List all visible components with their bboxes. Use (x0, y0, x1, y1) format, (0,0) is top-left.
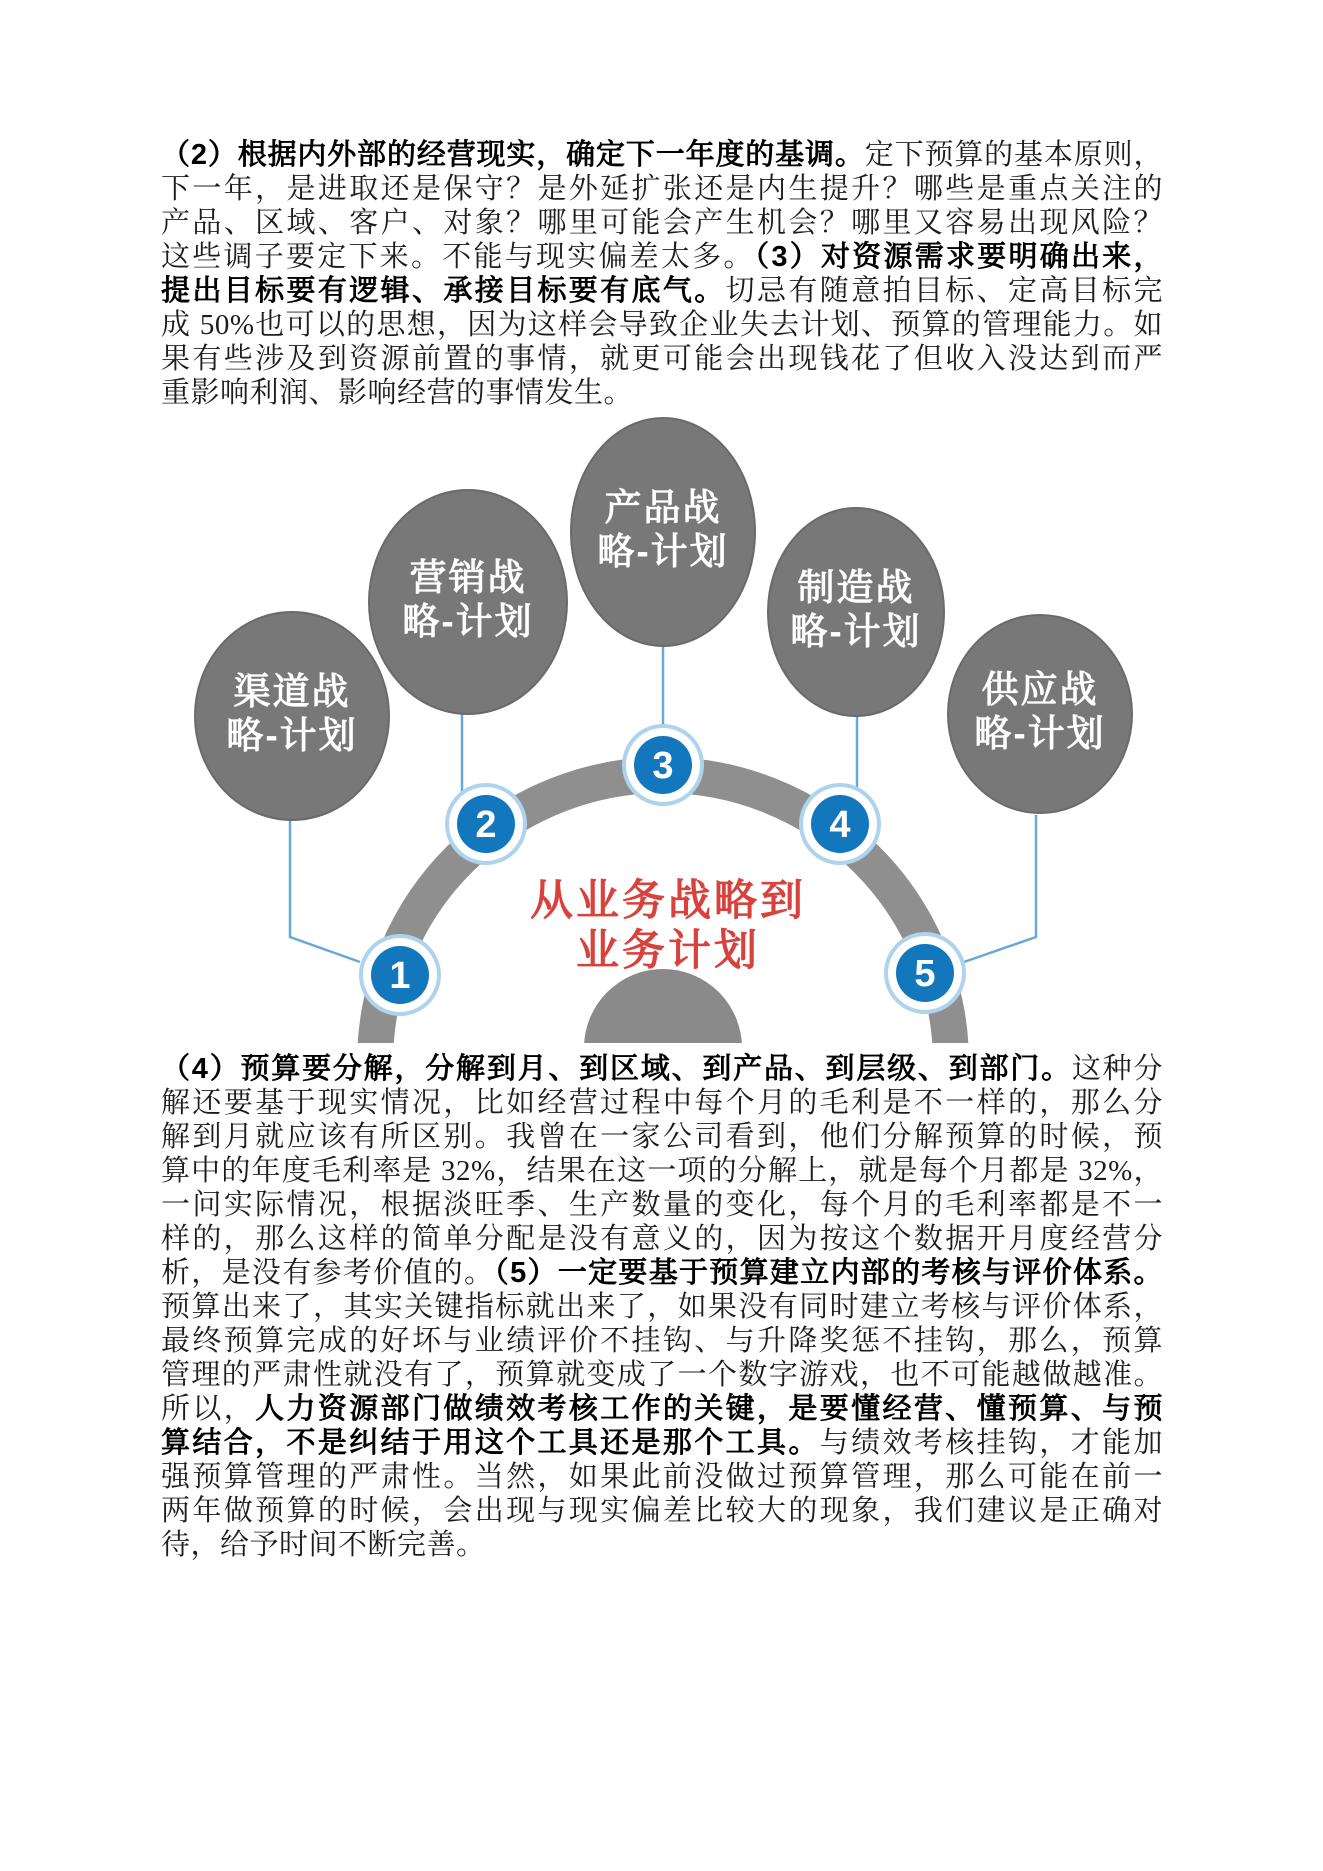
body-paragraph-1 (161, 138, 1163, 410)
paragraph-line (161, 172, 1163, 206)
text-run: 样的，那么这样的简单分配是没有意义的，因为按这个数据开月度经营分 (161, 1223, 1163, 1255)
paragraph-line (161, 1120, 1163, 1154)
step-number: 1 (389, 955, 411, 997)
paragraph-line (161, 1460, 1163, 1494)
text-run-bold: （4）预算要分解，分解到月、到区域、到产品、到层级、到部门。 (161, 1053, 1072, 1085)
text-run: 一问实际情况，根据淡旺季、生产数量的变化，每个月的毛利率都是不一 (161, 1189, 1163, 1221)
paragraph-line (161, 1426, 1163, 1460)
paragraph-line (161, 1392, 1163, 1426)
paragraph-line (161, 1188, 1163, 1222)
paragraph-line (161, 1528, 1163, 1562)
step-circle-3 (622, 724, 704, 806)
bubble-label: 制造战 (797, 567, 915, 608)
paragraph-line (161, 1256, 1163, 1290)
paragraph-line (161, 206, 1163, 240)
bubble-label: 渠道战 (233, 671, 351, 712)
bubble-label: 略-计划 (402, 601, 534, 642)
text-run: 最终预算完成的好坏与业绩评价不挂钩、与升降奖惩不挂钩，那么，预算 (161, 1325, 1163, 1357)
text-run-bold: 算结合，不是纠结于用这个工具还是那个工具。 (161, 1427, 820, 1459)
diagram-caption-line2: 业务计划 (576, 927, 760, 975)
paragraph-line (161, 240, 1163, 274)
bubble-label: 产品战 (604, 487, 722, 528)
bubble-label: 略-计划 (597, 531, 729, 572)
paragraph-line (161, 1086, 1163, 1120)
bubble-label: 略-计划 (226, 715, 358, 756)
text-run: 这些调子要定下来。不能与现实偏差太多。 (161, 241, 755, 273)
text-run-bold: （3）对资源需求要明确出来， (754, 241, 1163, 273)
paragraph-line (161, 1290, 1163, 1324)
bubble-label: 营销战 (409, 557, 527, 598)
paragraph-line (161, 1324, 1163, 1358)
paragraph-line (161, 1358, 1163, 1392)
paragraph-line (161, 308, 1163, 342)
step-number: 5 (914, 953, 936, 995)
text-run: 定下预算的基本原则， (864, 139, 1163, 171)
text-run: 强预算管理的严肃性。当然，如果此前没做过预算管理，那么可能在前一 (161, 1461, 1163, 1493)
text-run: 产品、区域、客户、对象？哪里可能会产生机会？哪里又容易出现风险？ (161, 207, 1163, 239)
text-run: 待，给予时间不断完善。 (161, 1529, 486, 1561)
connector-line (964, 815, 1036, 962)
paragraph-line (161, 274, 1163, 308)
text-run: 解到月就应该有所区别。我曾在一家公司看到，他们分解预算的时候，预 (161, 1121, 1163, 1153)
step-number: 3 (652, 745, 674, 787)
paragraph-line (161, 376, 1163, 410)
text-run: 果有些涉及到资源前置的事情，就更可能会出现钱花了但收入没达到而严 (161, 343, 1163, 375)
diagram-caption-line1: 从业务战略到 (530, 877, 806, 925)
text-run: 下一年，是进取还是保守？是外延扩张还是内生提升？哪些是重点关注的 (161, 173, 1163, 205)
step-number: 2 (475, 804, 497, 846)
text-run: 重影响利润、影响经营的事情发生。 (161, 377, 634, 409)
text-run: 所以， (161, 1393, 256, 1425)
text-run: 与绩效考核挂钩，才能加 (819, 1427, 1163, 1459)
connector-line (290, 820, 360, 962)
text-run: 切忌有随意拍目标、定高目标完 (725, 275, 1163, 307)
step-circle-2 (445, 783, 527, 865)
step-circle-5 (884, 932, 966, 1014)
text-run: 两年做预算的时候，会出现与现实偏差比较大的现象，我们建议是正确对 (161, 1495, 1163, 1527)
paragraph-line (161, 1222, 1163, 1256)
step-circle-1 (359, 934, 441, 1016)
figure-strategy-to-plan-diagram (150, 415, 1180, 1043)
bubble-label: 供应战 (981, 669, 1099, 710)
step-number: 4 (829, 804, 851, 846)
bubble-label: 略-计划 (974, 713, 1106, 754)
text-run-bold: （5）一定要基于预算建立内部的考核与评价体系。 (494, 1257, 1163, 1289)
text-run: 解还要基于现实情况，比如经营过程中每个月的毛利是不一样的，那么分 (161, 1087, 1163, 1119)
paragraph-line (161, 1494, 1163, 1528)
bubble-label: 略-计划 (790, 611, 922, 652)
bottom-bump (584, 969, 742, 1043)
paragraph-line (161, 1154, 1163, 1188)
text-run: 这种分 (1071, 1053, 1163, 1085)
text-run-bold: 提出目标要有逻辑、承接目标要有底气。 (161, 275, 726, 307)
text-run: 成 50%也可以的思想，因为这样会导致企业失去计划、预算的管理能力。如 (161, 309, 1163, 341)
text-run: 析，是没有参考价值的。 (161, 1257, 495, 1289)
step-circle-4 (799, 783, 881, 865)
paragraph-line (161, 1052, 1163, 1086)
text-run-bold: 人力资源部门做绩效考核工作的关键，是要懂经营、懂预算、与预 (255, 1393, 1163, 1425)
text-run: 算中的年度毛利率是 32%，结果在这一项的分解上，就是每个月都是 32%， (161, 1155, 1163, 1187)
paragraph-line (161, 342, 1163, 376)
paragraph-line (161, 138, 1163, 172)
body-paragraph-2 (161, 1052, 1163, 1562)
text-run: 预算出来了，其实关键指标就出来了，如果没有同时建立考核与评价体系， (161, 1291, 1163, 1323)
text-run: 管理的严肃性就没有了，预算就变成了一个数字游戏，也不可能越做越准。 (161, 1359, 1163, 1391)
text-run-bold: （2）根据内外部的经营现实，确定下一年度的基调。 (161, 139, 865, 171)
